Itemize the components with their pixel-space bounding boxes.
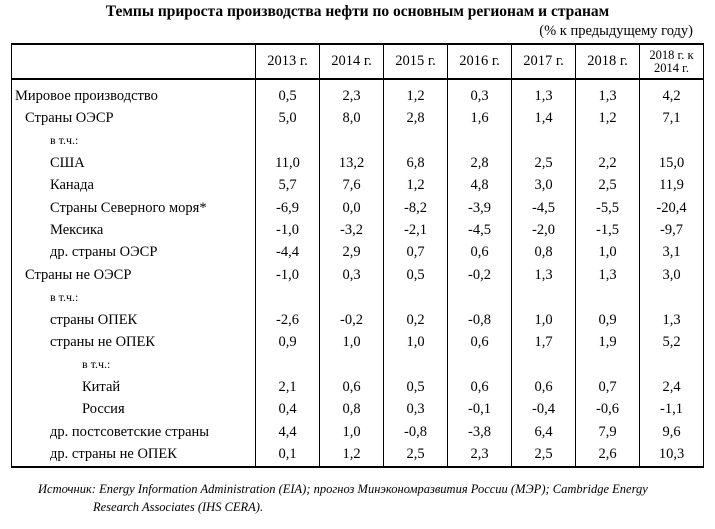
source-note-line: Research Associates (IHS CERA). — [93, 500, 264, 514]
cell-value: -3,2 — [320, 219, 384, 241]
source-note — [38, 480, 698, 516]
cell-value: 8,0 — [320, 107, 384, 129]
column-header-line: 2018 г. к — [649, 47, 694, 62]
column-header: 2016 г. — [448, 44, 512, 79]
cell-value: -3,8 — [448, 421, 512, 443]
cell-value: 1,0 — [384, 331, 448, 353]
cell-value: 2,5 — [576, 175, 640, 197]
cell-value: -0,1 — [448, 398, 512, 420]
cell-value: 4,4 — [256, 421, 320, 443]
cell-value: -1,1 — [640, 398, 704, 420]
table-row — [12, 79, 704, 107]
cell-value: 5,7 — [256, 175, 320, 197]
table-row — [12, 398, 704, 420]
cell-value: 9,6 — [640, 421, 704, 443]
table-row — [12, 242, 704, 264]
cell-value: 1,2 — [320, 443, 384, 466]
cell-value: -1,0 — [256, 264, 320, 286]
cell-value: 2,3 — [448, 443, 512, 466]
cell-value — [448, 354, 512, 376]
cell-value: 3,1 — [640, 242, 704, 264]
cell-value — [512, 287, 576, 309]
cell-value: 0,3 — [320, 264, 384, 286]
cell-value: -9,7 — [640, 219, 704, 241]
table-row — [12, 197, 704, 219]
cell-value: 0,2 — [384, 309, 448, 331]
cell-value: 7,1 — [640, 107, 704, 129]
cell-value: -4,4 — [256, 242, 320, 264]
row-label: Страны Северного моря* — [12, 197, 256, 219]
cell-value: 1,6 — [448, 107, 512, 129]
row-label: в т.ч.: — [12, 130, 256, 152]
cell-value: 0,8 — [320, 398, 384, 420]
row-label: страны не ОПЕК — [12, 331, 256, 353]
cell-value: 5,2 — [640, 331, 704, 353]
cell-value — [576, 130, 640, 152]
cell-value: 0,0 — [320, 197, 384, 219]
cell-value: -0,6 — [576, 398, 640, 420]
oil-production-table — [11, 43, 704, 468]
cell-value: 1,7 — [512, 331, 576, 353]
cell-value: -3,9 — [448, 197, 512, 219]
row-label: в т.ч.: — [12, 287, 256, 309]
cell-value: 2,4 — [640, 376, 704, 398]
cell-value: -0,4 — [512, 398, 576, 420]
table-row — [12, 443, 704, 466]
table-row — [12, 175, 704, 197]
cell-value: -2,0 — [512, 219, 576, 241]
cell-value: 0,7 — [576, 376, 640, 398]
cell-value — [512, 130, 576, 152]
cell-value — [448, 287, 512, 309]
cell-value: 6,4 — [512, 421, 576, 443]
cell-value — [320, 287, 384, 309]
cell-value: -0,8 — [384, 421, 448, 443]
cell-value: 0,6 — [320, 376, 384, 398]
cell-value — [576, 287, 640, 309]
cell-value: 0,5 — [256, 79, 320, 107]
cell-value: 1,0 — [320, 331, 384, 353]
cell-value: 1,4 — [512, 107, 576, 129]
cell-value: 7,6 — [320, 175, 384, 197]
cell-value: 15,0 — [640, 152, 704, 174]
cell-value: 1,3 — [512, 79, 576, 107]
table-units-note: (% к предыдущему году) — [539, 23, 693, 39]
cell-value: -6,9 — [256, 197, 320, 219]
table-row — [12, 264, 704, 286]
cell-value: 1,2 — [384, 79, 448, 107]
table-row — [12, 287, 704, 309]
table-row — [12, 421, 704, 443]
cell-value: -1,0 — [256, 219, 320, 241]
cell-value: 0,3 — [384, 398, 448, 420]
cell-value: 7,9 — [576, 421, 640, 443]
row-label: др. страны не ОПЕК — [12, 443, 256, 466]
table-row — [12, 354, 704, 376]
cell-value — [256, 130, 320, 152]
row-label: др. постсоветские страны — [12, 421, 256, 443]
cell-value: 10,3 — [640, 443, 704, 466]
column-header-line: 2014 г. — [654, 60, 689, 75]
cell-value: 0,6 — [448, 331, 512, 353]
cell-value — [640, 287, 704, 309]
cell-value: -0,8 — [448, 309, 512, 331]
cell-value: 1,0 — [320, 421, 384, 443]
row-label: Страны не ОЭСР — [12, 264, 256, 286]
cell-value: -2,6 — [256, 309, 320, 331]
row-label: страны ОПЕК — [12, 309, 256, 331]
cell-value: 1,2 — [576, 107, 640, 129]
column-header: 2015 г. — [384, 44, 448, 79]
column-header-2018-vs-2014 — [640, 44, 704, 79]
column-header: 2017 г. — [512, 44, 576, 79]
cell-value: 0,6 — [448, 376, 512, 398]
row-label: Канада — [12, 175, 256, 197]
cell-value: 5,0 — [256, 107, 320, 129]
cell-value — [320, 130, 384, 152]
cell-value: 0,5 — [384, 376, 448, 398]
table-row — [12, 152, 704, 174]
column-header: 2013 г. — [256, 44, 320, 79]
cell-value: 0,4 — [256, 398, 320, 420]
cell-value: -0,2 — [448, 264, 512, 286]
table-row — [12, 331, 704, 353]
column-header: 2014 г. — [320, 44, 384, 79]
row-label: Мексика — [12, 219, 256, 241]
header-corner-cell — [12, 44, 256, 79]
column-header: 2018 г. — [576, 44, 640, 79]
cell-value: -4,5 — [512, 197, 576, 219]
table-row — [12, 376, 704, 398]
cell-value — [576, 354, 640, 376]
table-row — [12, 107, 704, 129]
table-row — [12, 130, 704, 152]
cell-value: 1,0 — [512, 309, 576, 331]
table-row — [12, 309, 704, 331]
cell-value: 1,0 — [576, 242, 640, 264]
table-row — [12, 219, 704, 241]
cell-value: 0,5 — [384, 264, 448, 286]
cell-value: 1,3 — [640, 309, 704, 331]
row-label: Страны ОЭСР — [12, 107, 256, 129]
cell-value: 0,7 — [384, 242, 448, 264]
cell-value: 0,8 — [512, 242, 576, 264]
cell-value: 1,3 — [576, 264, 640, 286]
row-label: в т.ч.: — [12, 354, 256, 376]
row-label: др. страны ОЭСР — [12, 242, 256, 264]
cell-value: 0,6 — [448, 242, 512, 264]
cell-value: 0,1 — [256, 443, 320, 466]
cell-value: -4,5 — [448, 219, 512, 241]
cell-value: 0,6 — [512, 376, 576, 398]
cell-value — [320, 354, 384, 376]
cell-value: 4,2 — [640, 79, 704, 107]
cell-value — [256, 354, 320, 376]
cell-value: -0,2 — [320, 309, 384, 331]
cell-value: 1,3 — [576, 79, 640, 107]
cell-value: 2,5 — [384, 443, 448, 466]
table-header-row — [12, 44, 704, 79]
row-label: США — [12, 152, 256, 174]
row-label: Китай — [12, 376, 256, 398]
cell-value — [640, 130, 704, 152]
row-label: Россия — [12, 398, 256, 420]
cell-value — [448, 130, 512, 152]
page-title: Темпы прироста производства нефти по основным регионам и странам — [105, 3, 610, 20]
cell-value: -1,5 — [576, 219, 640, 241]
cell-value: 3,0 — [512, 175, 576, 197]
source-note-line: Источник: Energy Information Administration (EIA); прогноз Минэкономразвития России (МЭР); Cambridge Energy — [38, 482, 648, 496]
cell-value: 3,0 — [640, 264, 704, 286]
cell-value: 2,9 — [320, 242, 384, 264]
cell-value: 2,8 — [448, 152, 512, 174]
cell-value — [384, 130, 448, 152]
cell-value — [384, 354, 448, 376]
cell-value: 6,8 — [384, 152, 448, 174]
cell-value: 2,8 — [384, 107, 448, 129]
cell-value: 2,3 — [320, 79, 384, 107]
cell-value: 1,2 — [384, 175, 448, 197]
row-label: Мировое производство — [12, 79, 256, 107]
cell-value — [384, 287, 448, 309]
cell-value: 1,3 — [512, 264, 576, 286]
cell-value: 4,8 — [448, 175, 512, 197]
cell-value — [512, 354, 576, 376]
cell-value — [256, 287, 320, 309]
cell-value: 11,0 — [256, 152, 320, 174]
cell-value: 0,9 — [256, 331, 320, 353]
cell-value — [640, 354, 704, 376]
cell-value: 2,5 — [512, 443, 576, 466]
cell-value: -8,2 — [384, 197, 448, 219]
cell-value: 1,9 — [576, 331, 640, 353]
cell-value: 0,3 — [448, 79, 512, 107]
cell-value: -5,5 — [576, 197, 640, 219]
cell-value: 11,9 — [640, 175, 704, 197]
cell-value: 13,2 — [320, 152, 384, 174]
cell-value: 2,6 — [576, 443, 640, 466]
cell-value: 2,1 — [256, 376, 320, 398]
cell-value: 0,9 — [576, 309, 640, 331]
cell-value: -2,1 — [384, 219, 448, 241]
cell-value: 2,5 — [512, 152, 576, 174]
cell-value: 2,2 — [576, 152, 640, 174]
cell-value: -20,4 — [640, 197, 704, 219]
